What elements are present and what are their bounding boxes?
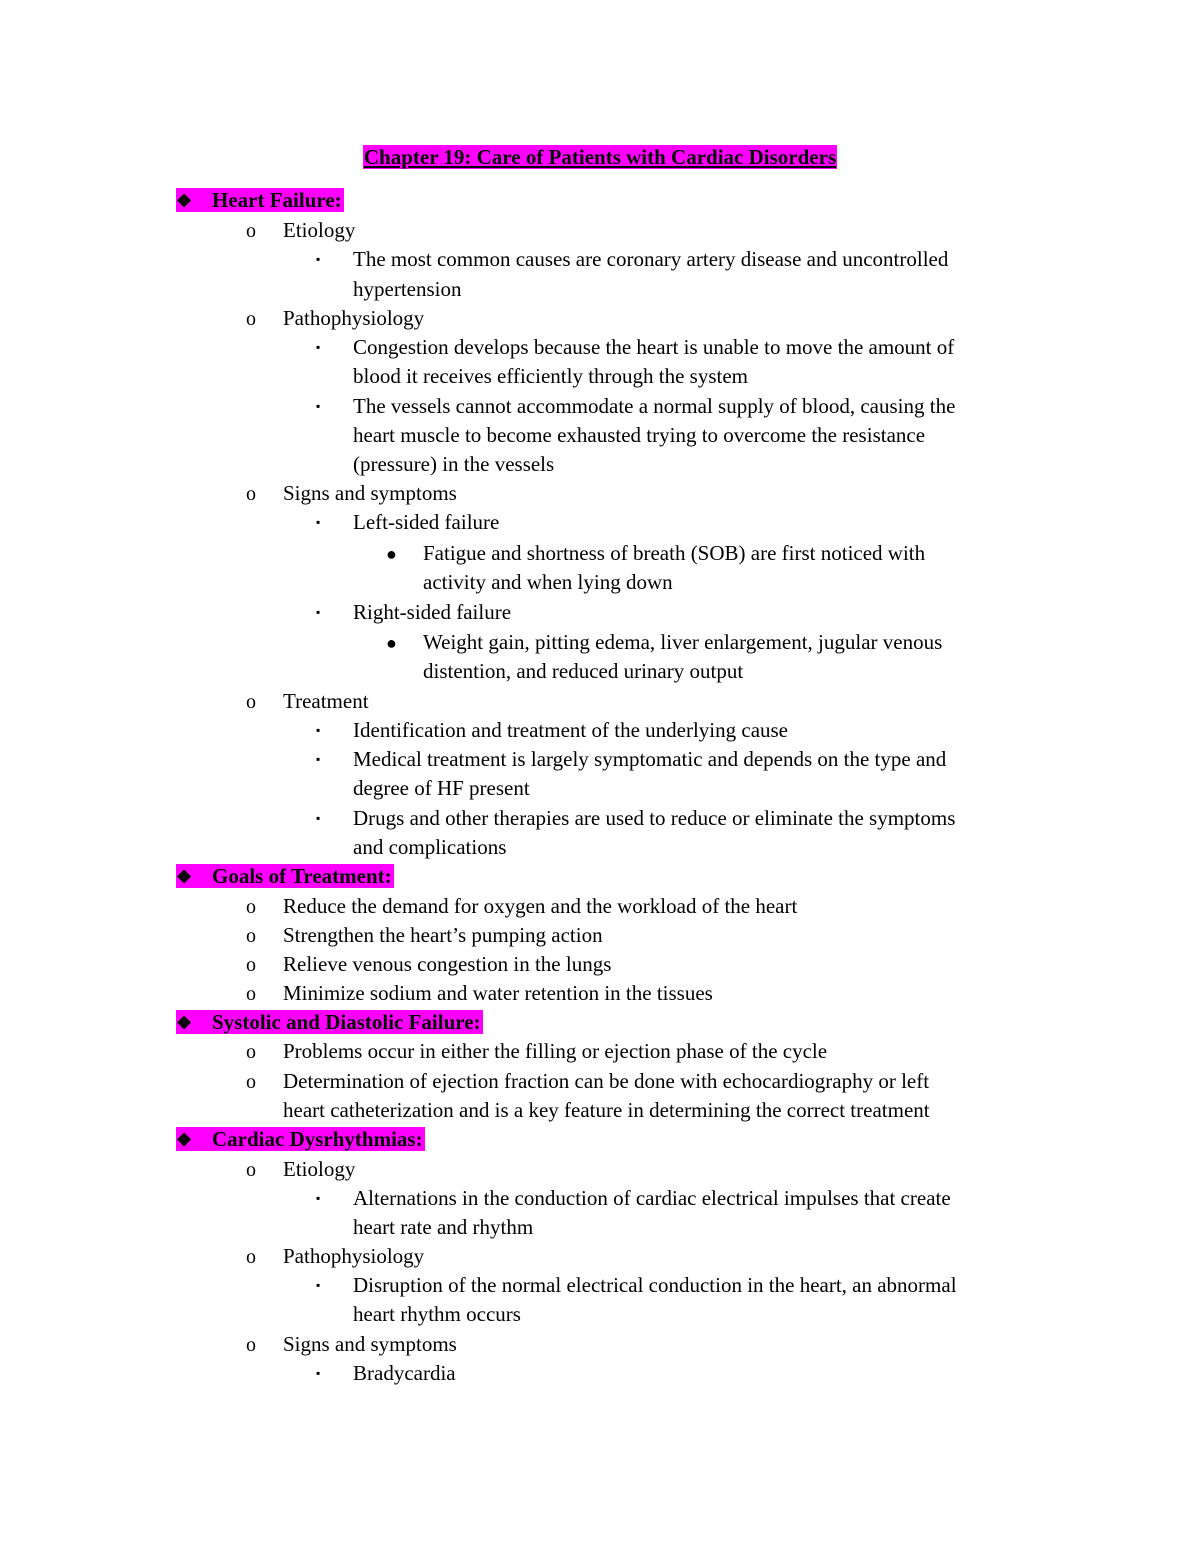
square-bullet-icon: ▪ [316,723,321,737]
list-item: o Pathophysiology [246,304,424,335]
list-item: ▪ Bradycardia [316,1359,456,1389]
diamond-bullet-icon: ❖ [176,867,193,887]
square-bullet-icon: ▪ [316,340,321,354]
list-item: ● Weight gain, pitting edema, liver enlargement, jugular venous [386,628,942,659]
list-item: ● Fatigue and shortness of breath (SOB) are first noticed with [386,539,925,570]
list-item: o Reduce the demand for oxygen and the workload of the heart [246,892,797,923]
list-item: ▪ The vessels cannot accommodate a normal supply of blood, causing the [316,392,955,422]
list-item: o Treatment [246,687,369,718]
list-item: o Signs and symptoms [246,1330,457,1361]
list-item: o Pathophysiology [246,1242,424,1273]
circle-bullet-icon: o [246,1071,256,1093]
square-bullet-icon: ▪ [316,1191,321,1205]
list-item-continuation: heart rhythm occurs [353,1302,521,1326]
diamond-bullet-icon: ❖ [176,1013,193,1033]
circle-bullet-icon: o [246,483,256,505]
list-item: ▪ The most common causes are coronary artery disease and uncontrolled [316,245,948,275]
list-item: o Etiology [246,216,355,247]
list-item: ▪ Right-sided failure [316,598,511,628]
list-item-continuation: heart muscle to become exhausted trying to overcome the resistance [353,423,926,447]
circle-bullet-icon: o [246,1334,256,1356]
dot-bullet-icon: ● [386,544,397,564]
circle-bullet-icon: o [246,1041,256,1063]
list-item: ▪ Drugs and other therapies are used to reduce or eliminate the symptoms [316,804,955,834]
list-item: o Determination of ejection fraction can be done with echocardiography or left [246,1067,929,1098]
circle-bullet-icon: o [246,896,256,918]
list-item: ▪ Congestion develops because the heart is unable to move the amount of [316,333,954,363]
section-goals-of-treatment: ❖ Goals of Treatment: [176,862,394,893]
list-item-continuation: hypertension [353,277,462,301]
section-cardiac-dysrhythmias: ❖ Cardiac Dysrhythmias: [176,1125,425,1156]
list-item-continuation: heart rate and rhythm [353,1215,534,1239]
square-bullet-icon: ▪ [316,515,321,529]
circle-bullet-icon: o [246,691,256,713]
list-item: o Relieve venous congestion in the lungs [246,950,611,981]
square-bullet-icon: ▪ [316,252,321,266]
list-item-continuation: activity and when lying down [423,570,673,594]
list-item: o Signs and symptoms [246,479,457,510]
circle-bullet-icon: o [246,983,256,1005]
square-bullet-icon: ▪ [316,752,321,766]
list-item-continuation: and complications [353,835,507,859]
section-systolic-diastolic: ❖ Systolic and Diastolic Failure: [176,1008,483,1039]
list-item: o Problems occur in either the filling or ejection phase of the cycle [246,1037,827,1068]
circle-bullet-icon: o [246,308,256,330]
list-item-continuation: distention, and reduced urinary output [423,659,744,683]
list-item: o Strengthen the heart’s pumping action [246,921,603,952]
square-bullet-icon: ▪ [316,605,321,619]
square-bullet-icon: ▪ [316,399,321,413]
circle-bullet-icon: o [246,220,256,242]
list-item: ▪ Alternations in the conduction of cardiac electrical impulses that create [316,1184,951,1214]
circle-bullet-icon: o [246,1159,256,1181]
circle-bullet-icon: o [246,954,256,976]
page-title: Chapter 19: Care of Patients with Cardiac Disorders [363,145,837,169]
list-item: ▪ Left-sided failure [316,508,499,538]
list-item: o Etiology [246,1155,355,1186]
list-item-continuation: (pressure) in the vessels [353,452,555,476]
section-heart-failure: ❖ Heart Failure: [176,186,344,217]
list-item-continuation: heart catheterization and is a key feature in determining the correct treatment [283,1098,930,1122]
diamond-bullet-icon: ❖ [176,191,193,211]
square-bullet-icon: ▪ [316,1366,321,1380]
list-item: ▪ Disruption of the normal electrical conduction in the heart, an abnormal [316,1271,957,1301]
circle-bullet-icon: o [246,925,256,947]
square-bullet-icon: ▪ [316,811,321,825]
dot-bullet-icon: ● [386,633,397,653]
list-item: ▪ Identification and treatment of the underlying cause [316,716,788,746]
list-item-continuation: blood it receives efficiently through the system [353,364,749,388]
circle-bullet-icon: o [246,1246,256,1268]
square-bullet-icon: ▪ [316,1278,321,1292]
list-item-continuation: degree of HF present [353,776,530,800]
diamond-bullet-icon: ❖ [176,1130,193,1150]
list-item: o Minimize sodium and water retention in the tissues [246,979,713,1010]
list-item: ▪ Medical treatment is largely symptomatic and depends on the type and [316,745,946,775]
